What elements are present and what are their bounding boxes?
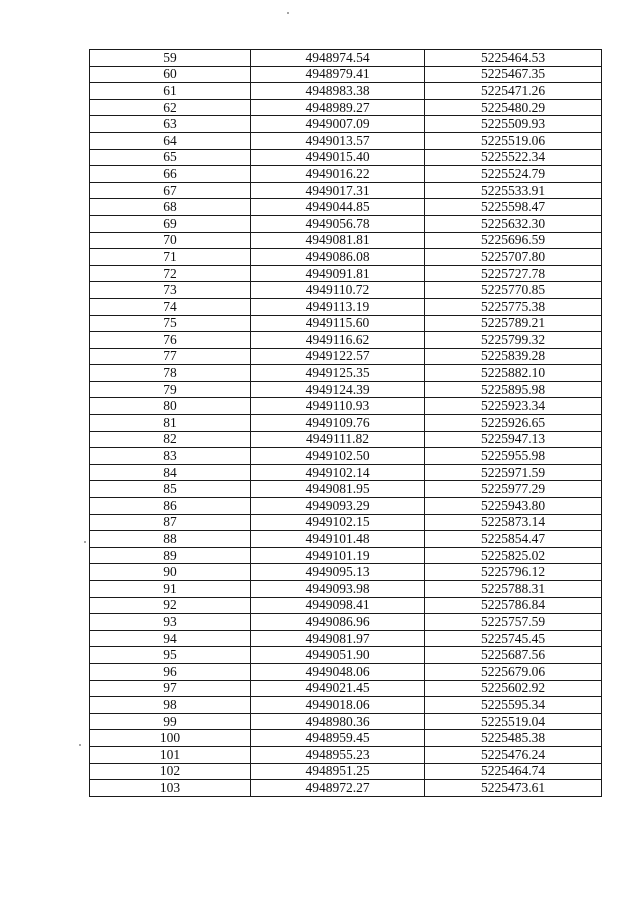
- x-coordinate-cell: 4949081.81: [251, 232, 425, 249]
- table-row: [90, 763, 602, 780]
- x-coordinate-cell: 4948972.27: [251, 780, 425, 797]
- table-row: [90, 182, 602, 199]
- x-coordinate-cell: 4949115.60: [251, 315, 425, 332]
- point-number-cell: 71: [90, 249, 251, 266]
- y-coordinate-cell: 5225602.92: [425, 680, 602, 697]
- x-coordinate-cell: 4949116.62: [251, 332, 425, 349]
- point-number-cell: 90: [90, 564, 251, 581]
- y-coordinate-cell: 5225923.34: [425, 398, 602, 415]
- x-coordinate-cell: 4949048.06: [251, 663, 425, 680]
- y-coordinate-cell: 5225789.21: [425, 315, 602, 332]
- point-number-cell: 99: [90, 713, 251, 730]
- point-number-cell: 80: [90, 398, 251, 415]
- y-coordinate-cell: 5225854.47: [425, 531, 602, 548]
- x-coordinate-cell: 4949125.35: [251, 365, 425, 382]
- point-number-cell: 98: [90, 697, 251, 714]
- table-row: [90, 199, 602, 216]
- x-coordinate-cell: 4949122.57: [251, 348, 425, 365]
- y-coordinate-cell: 5225947.13: [425, 431, 602, 448]
- y-coordinate-cell: 5225796.12: [425, 564, 602, 581]
- point-number-cell: 76: [90, 332, 251, 349]
- table-row: [90, 332, 602, 349]
- point-number-cell: 96: [90, 663, 251, 680]
- table-row: [90, 730, 602, 747]
- table-row: [90, 547, 602, 564]
- x-coordinate-cell: 4949018.06: [251, 697, 425, 714]
- point-number-cell: 101: [90, 746, 251, 763]
- table-row: [90, 597, 602, 614]
- y-coordinate-cell: 5225485.38: [425, 730, 602, 747]
- point-number-cell: 95: [90, 647, 251, 664]
- table-row: [90, 348, 602, 365]
- point-number-cell: 89: [90, 547, 251, 564]
- y-coordinate-cell: 5225522.34: [425, 149, 602, 166]
- x-coordinate-cell: 4949021.45: [251, 680, 425, 697]
- table-row: [90, 647, 602, 664]
- point-number-cell: 78: [90, 365, 251, 382]
- x-coordinate-cell: 4949051.90: [251, 647, 425, 664]
- point-number-cell: 64: [90, 132, 251, 149]
- y-coordinate-cell: 5225464.53: [425, 50, 602, 67]
- table-row: [90, 166, 602, 183]
- y-coordinate-cell: 5225825.02: [425, 547, 602, 564]
- x-coordinate-cell: 4949016.22: [251, 166, 425, 183]
- y-coordinate-cell: 5225977.29: [425, 481, 602, 498]
- y-coordinate-cell: 5225839.28: [425, 348, 602, 365]
- x-coordinate-cell: 4949101.19: [251, 547, 425, 564]
- x-coordinate-cell: 4948974.54: [251, 50, 425, 67]
- table-row: [90, 498, 602, 515]
- y-coordinate-cell: 5225480.29: [425, 99, 602, 116]
- scan-speck: [84, 541, 86, 543]
- x-coordinate-cell: 4949086.08: [251, 249, 425, 266]
- x-coordinate-cell: 4948983.38: [251, 83, 425, 100]
- point-number-cell: 84: [90, 464, 251, 481]
- x-coordinate-cell: 4949007.09: [251, 116, 425, 133]
- x-coordinate-cell: 4949093.98: [251, 581, 425, 598]
- table-row: [90, 680, 602, 697]
- point-number-cell: 62: [90, 99, 251, 116]
- x-coordinate-cell: 4949013.57: [251, 132, 425, 149]
- table-row: [90, 282, 602, 299]
- x-coordinate-cell: 4949044.85: [251, 199, 425, 216]
- x-coordinate-cell: 4949102.14: [251, 464, 425, 481]
- point-number-cell: 68: [90, 199, 251, 216]
- x-coordinate-cell: 4949086.96: [251, 614, 425, 631]
- table-row: [90, 249, 602, 266]
- table-row: [90, 780, 602, 797]
- scan-speck: [79, 744, 81, 746]
- y-coordinate-cell: 5225519.06: [425, 132, 602, 149]
- y-coordinate-cell: 5225464.74: [425, 763, 602, 780]
- x-coordinate-cell: 4948989.27: [251, 99, 425, 116]
- point-number-cell: 60: [90, 66, 251, 83]
- x-coordinate-cell: 4949102.15: [251, 514, 425, 531]
- x-coordinate-cell: 4949081.97: [251, 630, 425, 647]
- point-number-cell: 59: [90, 50, 251, 67]
- y-coordinate-cell: 5225757.59: [425, 614, 602, 631]
- table-row: [90, 415, 602, 432]
- y-coordinate-cell: 5225632.30: [425, 215, 602, 232]
- x-coordinate-cell: 4949111.82: [251, 431, 425, 448]
- table-row: [90, 398, 602, 415]
- y-coordinate-cell: 5225943.80: [425, 498, 602, 515]
- point-number-cell: 83: [90, 448, 251, 465]
- x-coordinate-cell: 4948980.36: [251, 713, 425, 730]
- point-number-cell: 61: [90, 83, 251, 100]
- y-coordinate-cell: 5225595.34: [425, 697, 602, 714]
- table-row: [90, 149, 602, 166]
- x-coordinate-cell: 4949110.93: [251, 398, 425, 415]
- point-number-cell: 75: [90, 315, 251, 332]
- y-coordinate-cell: 5225509.93: [425, 116, 602, 133]
- point-number-cell: 86: [90, 498, 251, 515]
- table-row: [90, 83, 602, 100]
- y-coordinate-cell: 5225707.80: [425, 249, 602, 266]
- table-row: [90, 315, 602, 332]
- x-coordinate-cell: 4948955.23: [251, 746, 425, 763]
- x-coordinate-cell: 4949098.41: [251, 597, 425, 614]
- y-coordinate-cell: 5225745.45: [425, 630, 602, 647]
- y-coordinate-cell: 5225786.84: [425, 597, 602, 614]
- x-coordinate-cell: 4949015.40: [251, 149, 425, 166]
- point-number-cell: 74: [90, 298, 251, 315]
- table-row: [90, 116, 602, 133]
- y-coordinate-cell: 5225727.78: [425, 265, 602, 282]
- table-row: [90, 697, 602, 714]
- point-number-cell: 102: [90, 763, 251, 780]
- y-coordinate-cell: 5225955.98: [425, 448, 602, 465]
- point-number-cell: 67: [90, 182, 251, 199]
- table-row: [90, 746, 602, 763]
- table-row: [90, 50, 602, 67]
- table-row: [90, 614, 602, 631]
- table-row: [90, 66, 602, 83]
- point-number-cell: 81: [90, 415, 251, 432]
- x-coordinate-cell: 4948979.41: [251, 66, 425, 83]
- point-number-cell: 88: [90, 531, 251, 548]
- point-number-cell: 77: [90, 348, 251, 365]
- x-coordinate-cell: 4949093.29: [251, 498, 425, 515]
- table-row: [90, 630, 602, 647]
- x-coordinate-cell: 4949124.39: [251, 381, 425, 398]
- point-number-cell: 94: [90, 630, 251, 647]
- table-row: [90, 99, 602, 116]
- point-number-cell: 93: [90, 614, 251, 631]
- y-coordinate-cell: 5225895.98: [425, 381, 602, 398]
- coordinates-table-body: [90, 50, 602, 797]
- point-number-cell: 97: [90, 680, 251, 697]
- table-row: [90, 132, 602, 149]
- table-row: [90, 531, 602, 548]
- x-coordinate-cell: 4949113.19: [251, 298, 425, 315]
- table-row: [90, 448, 602, 465]
- table-row: [90, 298, 602, 315]
- x-coordinate-cell: 4948959.45: [251, 730, 425, 747]
- point-number-cell: 69: [90, 215, 251, 232]
- y-coordinate-cell: 5225971.59: [425, 464, 602, 481]
- x-coordinate-cell: 4949081.95: [251, 481, 425, 498]
- y-coordinate-cell: 5225467.35: [425, 66, 602, 83]
- table-row: [90, 581, 602, 598]
- y-coordinate-cell: 5225775.38: [425, 298, 602, 315]
- point-number-cell: 87: [90, 514, 251, 531]
- x-coordinate-cell: 4948951.25: [251, 763, 425, 780]
- y-coordinate-cell: 5225788.31: [425, 581, 602, 598]
- point-number-cell: 92: [90, 597, 251, 614]
- point-number-cell: 63: [90, 116, 251, 133]
- point-number-cell: 91: [90, 581, 251, 598]
- table-row: [90, 365, 602, 382]
- point-number-cell: 70: [90, 232, 251, 249]
- table-row: [90, 232, 602, 249]
- x-coordinate-cell: 4949056.78: [251, 215, 425, 232]
- y-coordinate-cell: 5225687.56: [425, 647, 602, 664]
- table-row: [90, 265, 602, 282]
- table-row: [90, 514, 602, 531]
- y-coordinate-cell: 5225696.59: [425, 232, 602, 249]
- x-coordinate-cell: 4949095.13: [251, 564, 425, 581]
- y-coordinate-cell: 5225524.79: [425, 166, 602, 183]
- table-row: [90, 564, 602, 581]
- point-number-cell: 79: [90, 381, 251, 398]
- x-coordinate-cell: 4949102.50: [251, 448, 425, 465]
- point-number-cell: 73: [90, 282, 251, 299]
- y-coordinate-cell: 5225770.85: [425, 282, 602, 299]
- table-row: [90, 713, 602, 730]
- table-row: [90, 663, 602, 680]
- table-row: [90, 215, 602, 232]
- table-row: [90, 431, 602, 448]
- y-coordinate-cell: 5225882.10: [425, 365, 602, 382]
- y-coordinate-cell: 5225598.47: [425, 199, 602, 216]
- table-row: [90, 381, 602, 398]
- coordinates-table: [89, 49, 602, 797]
- table-row: [90, 481, 602, 498]
- point-number-cell: 65: [90, 149, 251, 166]
- point-number-cell: 82: [90, 431, 251, 448]
- x-coordinate-cell: 4949110.72: [251, 282, 425, 299]
- y-coordinate-cell: 5225799.32: [425, 332, 602, 349]
- x-coordinate-cell: 4949109.76: [251, 415, 425, 432]
- y-coordinate-cell: 5225533.91: [425, 182, 602, 199]
- y-coordinate-cell: 5225471.26: [425, 83, 602, 100]
- y-coordinate-cell: 5225926.65: [425, 415, 602, 432]
- y-coordinate-cell: 5225679.06: [425, 663, 602, 680]
- y-coordinate-cell: 5225519.04: [425, 713, 602, 730]
- point-number-cell: 66: [90, 166, 251, 183]
- x-coordinate-cell: 4949017.31: [251, 182, 425, 199]
- table-row: [90, 464, 602, 481]
- point-number-cell: 103: [90, 780, 251, 797]
- x-coordinate-cell: 4949101.48: [251, 531, 425, 548]
- y-coordinate-cell: 5225473.61: [425, 780, 602, 797]
- point-number-cell: 100: [90, 730, 251, 747]
- y-coordinate-cell: 5225476.24: [425, 746, 602, 763]
- y-coordinate-cell: 5225873.14: [425, 514, 602, 531]
- point-number-cell: 85: [90, 481, 251, 498]
- x-coordinate-cell: 4949091.81: [251, 265, 425, 282]
- point-number-cell: 72: [90, 265, 251, 282]
- scan-speck: [287, 12, 289, 14]
